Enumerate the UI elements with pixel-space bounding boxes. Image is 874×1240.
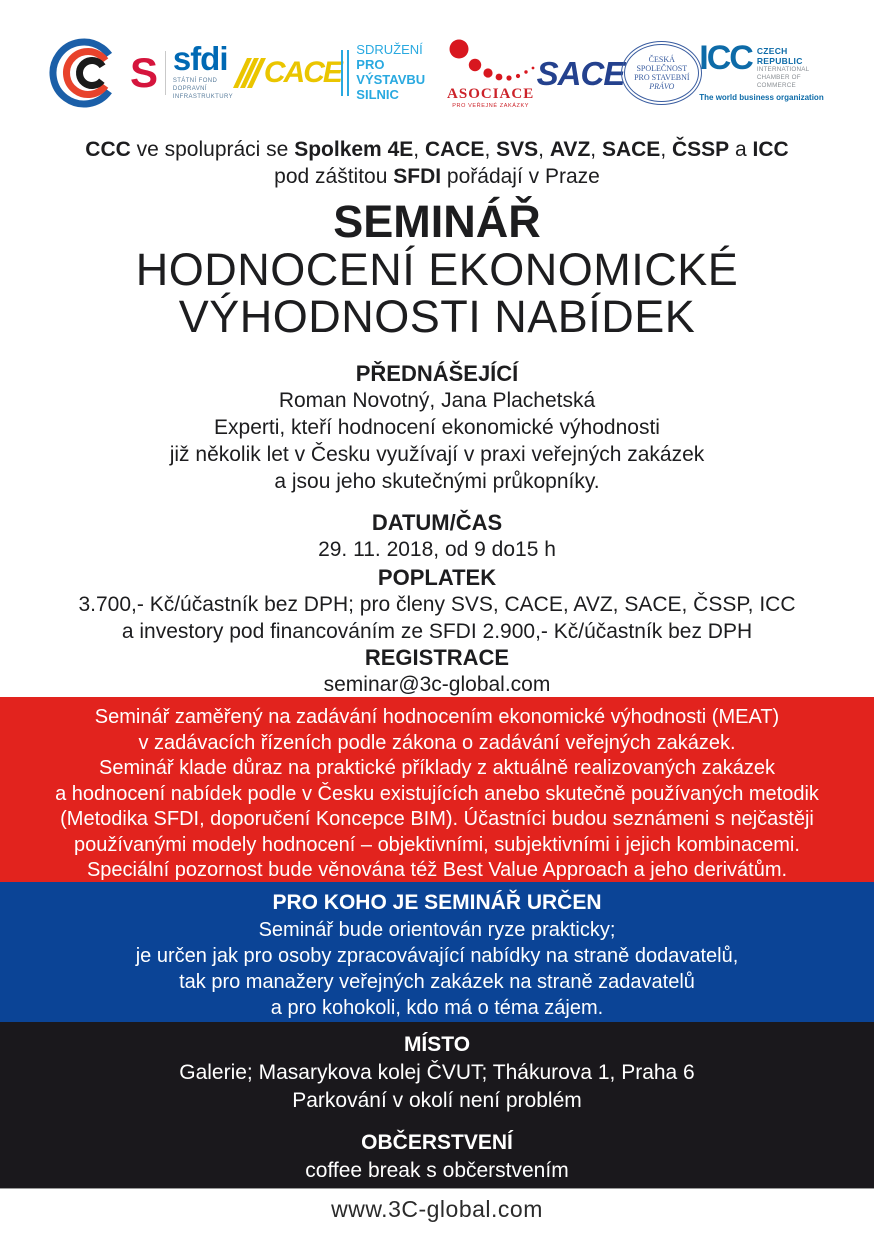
audience-line: tak pro manažery veřejných zakázek na straně zadavatelů [179,971,695,993]
description-line: (Metodika SFDI, doporučení Koncepce BIM). Účastníci budou seznámeni s nejčastěji [60,808,814,830]
description-line: Seminář zaměřený na zadávání hodnocením ekonomické výhodnosti (MEAT) [94,706,780,728]
avz-dots-icon [445,38,537,84]
logo-svs [341,43,445,103]
refreshments-heading: OBČERSTVENÍ [361,1131,513,1154]
svs-line2: PRO VÝSTAVBU [356,57,426,87]
icc-international: INTERNATIONAL [756,66,810,74]
audience-line: Seminář bude orientován ryze prakticky; [258,919,616,941]
cssp-line4: PRÁVO [649,82,675,92]
spacer [0,1115,874,1129]
speakers-heading: PŘEDNÁŠEJÍCÍ [355,361,519,386]
sace-wordmark: SACE [536,54,625,92]
section-fee [0,564,874,645]
icc-czech-republic: CZECH REPUBLIC [756,46,803,67]
logo-sfdi [130,40,240,101]
audience-heading: PRO KOHO JE SEMINÁŘ URČEN [272,891,602,914]
icc-right-text [757,46,826,90]
description-line: Seminář klade důraz na praktické příklady z aktuálně realizovaných zakázek [99,757,775,779]
avz-wordmark: ASOCIACE [447,85,535,102]
logo-sace [536,54,625,92]
cssp-line2: SPOLEČNOST [636,63,688,73]
intro-text [0,136,874,190]
audience-line: a pro kohokoli, kdo má o téma zájem. [270,997,604,1019]
intro-line1: CCC ve spolupráci se Spolkem 4E, CACE, SVS, AVZ, SACE, ČSSP a ICC [85,138,789,161]
title-seminar: SEMINÁŘ [333,196,541,247]
intro-line2: pod záštitou SFDI pořádají v Praze [274,165,600,188]
icc-wordmark: ICC [699,39,752,78]
section-date-time [0,509,874,563]
icc-chamber: CHAMBER OF COMMERCE [756,74,801,89]
title-line2: HODNOCENÍ EKONOMICKÉ [135,244,739,295]
registration-email: seminar@3c-global.com [323,673,551,696]
sfdi-wordmark: sfdi [172,40,228,78]
avz-subtitle: PRO VEŘEJNÉ ZAKÁZKY [452,102,530,109]
title-line3: VÝHODNOSTI NABÍDEK [178,291,696,342]
speakers-line: Roman Novotný, Jana Plachetská [278,389,596,412]
description-line: v zadávacích řízeních podle zákona o zadávání veřejných zakázek. [138,731,736,754]
svs-bars-icon [341,50,349,96]
fee-line: a investory pod financováním ze SFDI 2.900,- Kč/účastník bez DPH [121,620,753,643]
icc-top [699,39,826,90]
svs-text [356,43,444,103]
section-speakers [0,360,874,495]
description-line: Speciální pozornost bude věnována též Best Value Approach a jeho derivátům. [86,859,788,881]
sfdi-text [172,40,240,101]
ccc-arcs-icon [48,32,130,114]
speakers-line: a jsou jeho skutečnými průkopníky. [274,470,600,493]
description-line: používanými modely hodnocení – objektivními, subjektivními i jejich kombinacemi. [74,833,800,856]
cssp-line1: ČESKÁ [648,54,675,64]
logo-row [48,28,826,118]
speakers-line: Experti, kteří hodnocení ekonomické výhodnosti [214,416,660,439]
logo-ccc [48,32,130,114]
venue-line: Galerie; Masarykova kolej ČVUT; Thákurova 1, Praha 6 [179,1061,695,1084]
venue-line: Parkování v okolí není problém [292,1089,582,1112]
logo-icc [699,39,826,102]
sfdi-s-icon: S [130,48,159,96]
section-registration [0,644,874,698]
logo-cace [240,58,341,88]
logo-avz [445,38,537,109]
icc-tagline: The world business organization [699,92,824,102]
venue-block [0,1022,874,1189]
svs-line1: SDRUŽENÍ [356,42,423,58]
registration-heading: REGISTRACE [364,645,510,670]
page-title [0,198,874,340]
refreshments-line: coffee break s občerstvením [305,1159,569,1182]
audience-line: je určen jak pro osoby zpracovávající nabídky na straně dodavatelů, [135,945,739,967]
date-time-value: 29. 11. 2018, od 9 do15 h [318,538,556,561]
fee-heading: POPLATEK [377,565,497,590]
venue-heading: MÍSTO [403,1033,471,1056]
speakers-line: již několik let v Česku využívají v praxi veřejných zakázek [169,443,705,466]
sfdi-subtitle: STÁTNÍ FOND DOPRAVNÍ INFRASTRUKTURY [172,78,234,100]
cace-wordmark: CACE [263,56,341,89]
description-line: a hodnocení nabídek podle v Česku existujících anebo skutečně používaných metodik [55,782,819,805]
date-time-heading: DATUM/ČAS [371,510,503,535]
description-block [0,697,874,882]
fee-line: 3.700,- Kč/účastník bez DPH; pro členy SVS, CACE, AVZ, SACE, ČSSP, ICC [78,593,796,616]
svs-line3: SILNIC [356,86,399,102]
cssp-line3: PRO STAVEBNÍ [634,73,690,82]
logo-cssp [624,44,699,102]
sfdi-divider [165,51,166,95]
footer-url: www.3C-global.com [331,1196,543,1222]
cace-stripes-icon [240,58,259,88]
audience-block [0,882,874,1022]
